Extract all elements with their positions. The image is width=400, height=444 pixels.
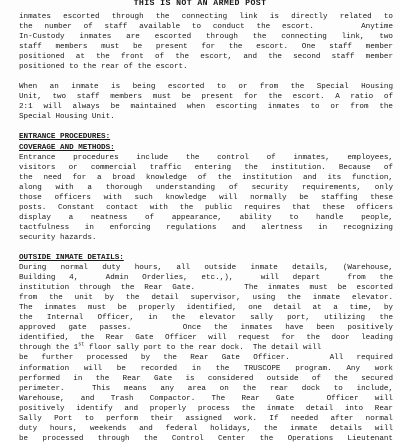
text-line: information will be recorded in the TRUSCOPE program. Any work <box>19 364 393 373</box>
text-fragment: through the 1 <box>19 344 79 353</box>
section-heading: ENTRANCE PROCEDURES: <box>19 133 111 142</box>
text-line: duty hours, weekends and federal holidays, the inmate details will <box>19 424 393 433</box>
section-entrance-procedures <box>19 132 393 243</box>
text-line: visitors or commercial traffic entering the institution. Because of <box>19 163 393 172</box>
text-line: the Internal Officer, in the elevator sally port, utilizing the <box>19 314 393 323</box>
text-line: staff members must be present for the escort. One staff member <box>19 43 393 52</box>
text-line: from the unit by the detail supervisor, using the inmate elevator. <box>19 294 393 303</box>
text-line: tactfulness in enforcing regulations and alertness in recognizing <box>19 223 393 232</box>
ordinal-superscript: st <box>78 341 85 348</box>
text-line-with-superscript <box>19 343 393 353</box>
page-header: THIS IS NOT AN ARMED POST <box>133 0 267 8</box>
text-line: the need for a broad knowledge of the institution and its function, <box>19 173 393 182</box>
text-line: Entrance procedures include the control of inmates, employees, <box>19 153 393 162</box>
text-line: Special Housing Unit. <box>19 113 115 122</box>
paragraph-special-housing <box>19 82 393 122</box>
text-line: positioned to the rear of the escort. <box>19 63 188 72</box>
text-line: inmates escorted through the connecting link is directly related to <box>19 13 393 21</box>
text-line: In-Custody inmates are escorted through the connecting link, two <box>19 33 393 42</box>
text-line: be further processed by the Rear Gate Officer. All required <box>19 354 393 363</box>
text-line: Building 4, Admin Orderlies, etc.,), will depart from the <box>19 274 393 283</box>
text-line: During normal duty hours, all outside inmate details, (Warehouse, <box>19 264 393 273</box>
text-line: institution through the Rear Gate. The inmates must be escorted <box>19 284 393 293</box>
text-line: performed in the Rear Gate is considered outside of the secured <box>19 374 393 383</box>
text-line: approved gate passes. Once the inmates have been positively <box>19 324 393 333</box>
section-heading: OUTSIDE INMATE DETAILS: <box>19 253 124 262</box>
paragraph-gap <box>19 243 393 253</box>
text-fragment: floor sally port to the rear dock. The detail will <box>88 344 322 353</box>
text-line: perimeter. This means any area on the rear dock to include, <box>19 384 393 393</box>
text-line: Sally Port to perform their assigned work. If needed after normal <box>19 414 393 423</box>
text-line: positively identify and properly process the inmate detail into Rear <box>19 404 393 413</box>
paragraph-gap <box>19 122 393 132</box>
document-body <box>19 12 393 444</box>
text-line: Warehouse, and Trash Compactor. The Rear Gate Officer will <box>19 394 393 403</box>
section-outside-inmate-details <box>19 253 393 444</box>
text-line: the number of staff available to conduct the escort. Anytime <box>19 23 393 32</box>
text-line: posts. Constant contact with the public requires that these officers <box>19 203 393 212</box>
text-line: The inmates must be properly identified, one detail at a time, by <box>19 304 393 313</box>
text-line: 2:1 will always be maintained when escorting inmates to or from the <box>19 103 393 112</box>
text-line: Unit, two staff members must be present for the escort. A ratio of <box>19 93 393 102</box>
text-line: along with a thorough understanding of security requirements, only <box>19 183 393 192</box>
text-line: identified, the Rear Gate Officer will request for the door leading <box>19 334 393 343</box>
text-line: those officers with such knowledge will normally be staffing these <box>19 193 393 202</box>
paragraph-gap <box>19 72 393 82</box>
text-line: security hazards. <box>19 233 97 242</box>
text-line: When an inmate is being escorted to or from the Special Housing <box>19 83 393 92</box>
text-line: positioned at the front of the escort, and the second staff member <box>19 53 393 62</box>
text-line: display a neatness of appearance, ability to handle people, <box>19 213 393 222</box>
section-subheading: COVERAGE AND METHODS: <box>19 143 115 152</box>
text-line: be processed through the Control Center the Operations Lieutenant <box>19 434 393 443</box>
paragraph-escort-link <box>19 12 393 72</box>
